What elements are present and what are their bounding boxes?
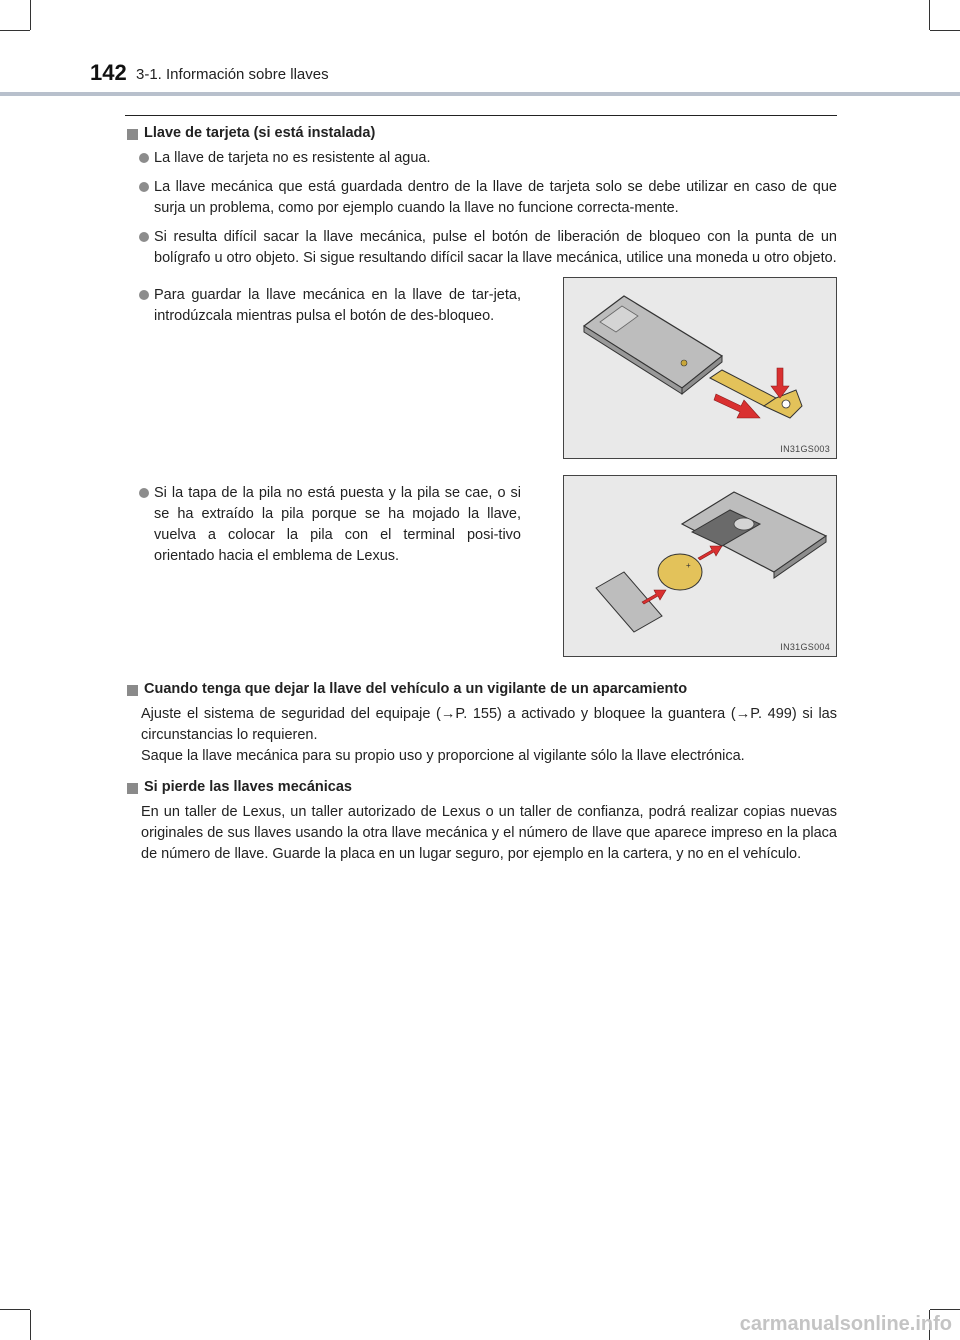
list-item: La llave de tarjeta no es resistente al agua. (125, 148, 837, 169)
bullet-icon (139, 153, 149, 163)
crop-mark (0, 30, 30, 31)
crop-mark (930, 1309, 960, 1310)
battery-shape (658, 554, 702, 590)
figure-key-insert (563, 277, 837, 459)
list-item: La llave mecánica que está guardada dentro de la llave de tarjeta solo se debe utilizar en caso de que surja un problema, como por ejemplo cuando la llave no funcione correcta-mente. (125, 177, 837, 219)
section-heading: Llave de tarjeta (si está instalada) (125, 125, 837, 141)
paragraph: Saque la llave mecánica para su propio uso y proporcione al vigilante sólo la llave electrónica. (141, 748, 745, 764)
header-bar (0, 92, 960, 96)
page-number: 142 (90, 60, 127, 85)
page-content (125, 125, 837, 873)
figure-battery-insert (563, 475, 837, 657)
bullet-icon (139, 290, 149, 300)
figure-code: IN31GS004 (780, 642, 830, 652)
bullet-icon (139, 182, 149, 192)
figure-row (125, 475, 837, 657)
figure-row (125, 277, 837, 459)
square-bullet-icon (127, 685, 138, 696)
crop-mark (30, 1310, 31, 1340)
battery-cover-shape (596, 572, 662, 632)
crop-mark (929, 0, 930, 30)
crop-mark (0, 1309, 30, 1310)
figure-code: IN31GS003 (780, 444, 830, 454)
watermark: carmanualsonline.info (739, 1313, 952, 1335)
list-item: Si la tapa de la pila no está puesta y la pila se cae, o si se ha extraído la pila porque se ha mojado la llave, vuelva a colocar la pila con el terminal posi-tivo orientado hacia el emblema de Lexus. (125, 483, 521, 567)
list-item: Si resulta difícil sacar la llave mecánica, pulse el botón de liberación de bloqueo con la punta de un bolígrafo u otro objeto. Si sigue resultando difícil sacar la llave mecánica, utilice una moneda u otro objeto. (125, 227, 837, 269)
svg-text:+: + (686, 561, 691, 570)
lexus-emblem-icon (734, 518, 754, 530)
square-bullet-icon (127, 783, 138, 794)
battery-arrow-icon (698, 546, 722, 560)
section-heading: Si pierde las llaves mecánicas (125, 779, 837, 795)
section-title: 3-1. Información sobre llaves (136, 66, 329, 83)
header-rule (125, 115, 837, 116)
section-heading: Cuando tenga que dejar la llave del vehículo a un vigilante de un aparcamiento (125, 681, 837, 697)
list-item: Para guardar la llave mecánica en la llave de tar-jeta, introdúzcala mientras pulsa el botón de des-bloqueo. (125, 285, 521, 327)
square-bullet-icon (127, 129, 138, 140)
battery-illustration (564, 476, 836, 656)
card-key-illustration (564, 278, 836, 458)
paragraph: En un taller de Lexus, un taller autorizado de Lexus o un taller de confianza, podrá realizar copias nuevas originales de sus llaves usando la otra llave mecánica y el número de llave que aparece impreso en la placa de número de llave. Guarde la placa en un lugar seguro, por ejemplo en la cartera, y no en el vehículo. (141, 804, 837, 862)
bullet-icon (139, 232, 149, 242)
bullet-icon (139, 488, 149, 498)
paragraph: Ajuste el sistema de seguridad del equipaje (→P. 155) a activado y bloquee la guantera (→P. 499) si las circunstancias lo requieren. (141, 706, 837, 743)
crop-mark (30, 0, 31, 30)
crop-mark (930, 30, 960, 31)
